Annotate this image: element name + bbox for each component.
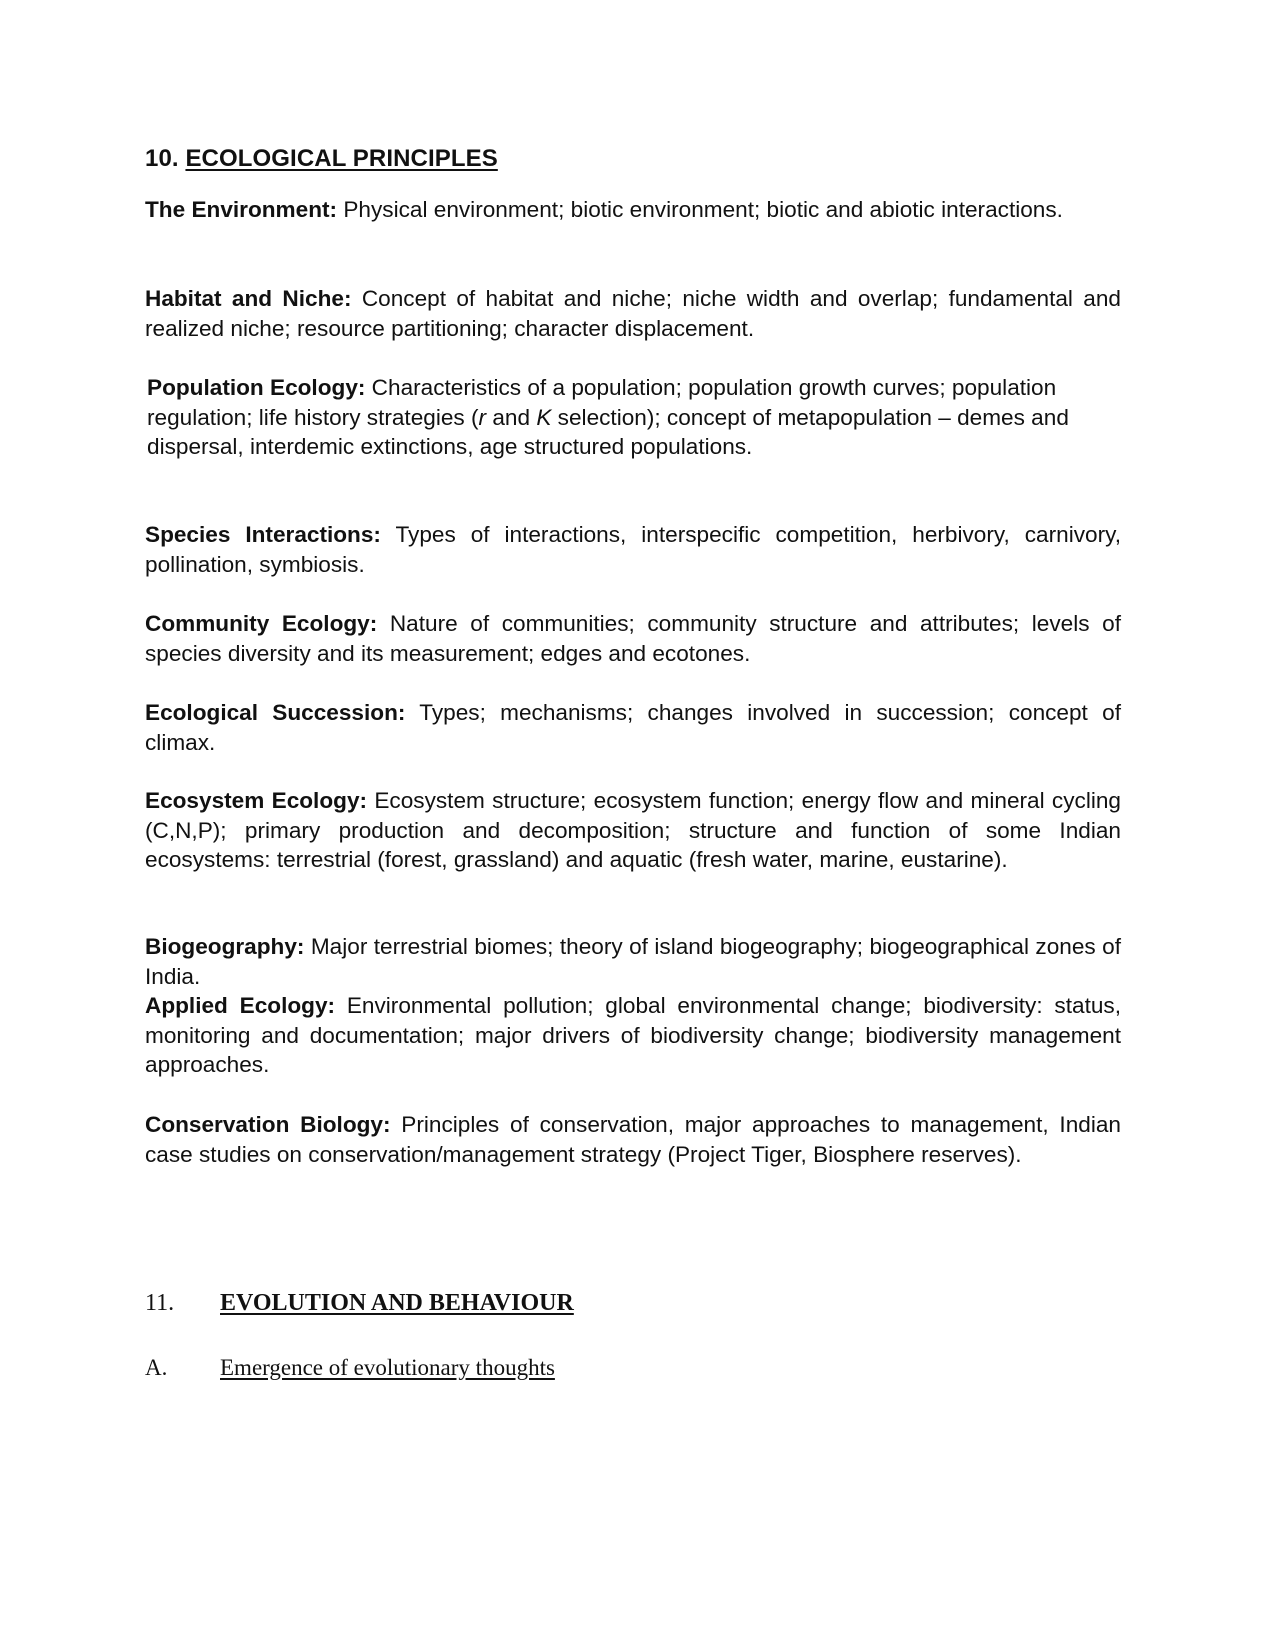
topic-term: Community Ecology: [145, 611, 378, 636]
topic-term: Conservation Biology: [145, 1112, 391, 1137]
topic-text: Types; mechanisms; changes involved in succession; concept of climax. [145, 700, 1121, 755]
section-10-title: ECOLOGICAL PRINCIPLES [185, 145, 498, 172]
topic-population-ecology [147, 373, 1077, 462]
topic-text: Characteristics of a population; population growth curves; population regulation; life history strategies ( [147, 375, 1057, 430]
topic-term: Biogeography: [145, 934, 305, 959]
topic-term: Ecological Succession: [145, 700, 406, 725]
topic-text: Concept of habitat and niche; niche width and overlap; fundamental and realized niche; resource partitioning; character displacement. [145, 286, 1121, 341]
section-11-title: EVOLUTION AND BEHAVIOUR [220, 1290, 574, 1316]
k-symbol: K [536, 404, 552, 430]
topic-term: Ecosystem Ecology: [145, 788, 368, 813]
section-10-number: 10. [145, 145, 179, 172]
topic-biogeography [145, 932, 1121, 991]
topic-text: and [486, 404, 537, 430]
topic-text: Ecosystem structure; ecosystem function; energy flow and mineral cycling (C,N,P); primary production and decomposition; structure and function of some Indian ecosystems: terrestrial (forest, grassland) and aquatic (fresh water, marine, eustarine). [145, 788, 1121, 872]
topic-text: selection); concept of metapopulation – demes and dispersal, interdemic extinctions, age structured populations. [147, 404, 1069, 459]
topic-term: The Environment: [145, 197, 338, 222]
topic-applied-ecology [145, 991, 1121, 1080]
topic-ecosystem-ecology [145, 786, 1121, 875]
topic-habitat-niche [145, 284, 1121, 343]
topic-text: Physical environment; biotic environment; biotic and abiotic interactions. [337, 197, 1063, 222]
topic-term: Habitat and Niche: [145, 286, 352, 311]
topic-text: Environmental pollution; global environmental change; biodiversity: status, monitoring and documentation; major drivers of biodiversity change; biodiversity management approaches. [145, 993, 1121, 1077]
topic-conservation-biology [145, 1110, 1121, 1169]
topic-term: Species Interactions: [145, 522, 381, 547]
section-11-number: 11. [145, 1290, 175, 1316]
section-10-heading [145, 145, 498, 173]
topic-ecological-succession [145, 698, 1121, 757]
subsection-a-title: Emergence of evolutionary thoughts [220, 1355, 555, 1380]
topic-text: Types of interactions, interspecific competition, herbivory, carnivory, pollination, symbiosis. [145, 522, 1121, 577]
topic-environment [145, 195, 1121, 225]
r-symbol: r [478, 404, 487, 430]
topic-text: Nature of communities; community structure and attributes; levels of species diversity and its measurement; edges and ecotones. [145, 611, 1121, 666]
topic-community-ecology [145, 609, 1121, 668]
topic-term: Applied Ecology: [145, 993, 336, 1018]
topic-species-interactions [145, 520, 1121, 579]
topic-text: Major terrestrial biomes; theory of island biogeography; biogeographical zones of India. [145, 934, 1121, 989]
topic-term: Population Ecology: [147, 375, 366, 400]
subsection-a-label: A. [145, 1355, 168, 1380]
topic-text: Principles of conservation, major approaches to management, Indian case studies on conservation/management strategy (Project Tiger, Biosphere reserves). [145, 1112, 1121, 1167]
